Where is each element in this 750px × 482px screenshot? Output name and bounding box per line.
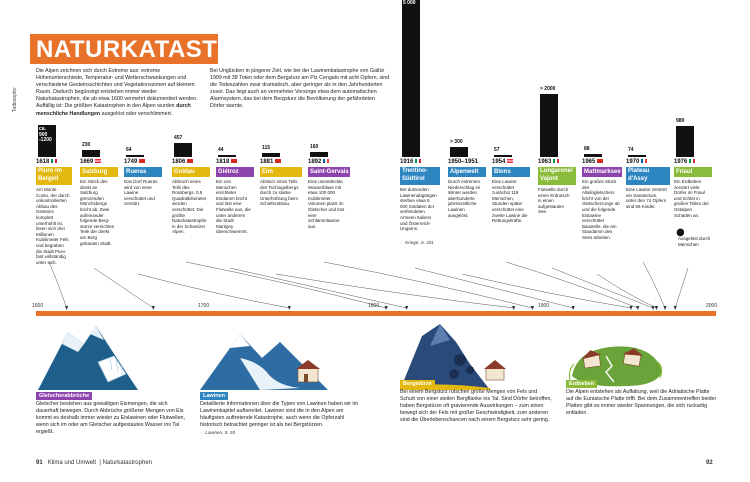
cat-text-rockfall: Bei einem Bergsturz rutschen große Mengen von Fels und Schutt von einer steilen Bergflanke ins Tal. Sind Dörfer betroffen, haben Bergstürze oft gravierende Auswirkungen – zum einen bewegt sich der Fels mit großer Geschwindigkeit, zum anderen sind die Überlebenschancen nach einem Bergsturz sehr gering. (400, 389, 552, 423)
human-caused-legend: Ausgelöst durch Menschen (678, 236, 711, 247)
event-desc-1916: Bei dutzenden Lawinenabgängen sterben etwa 5 000 Soldaten der verfeindeten Armeen Italiens und Österreich-Ungarns. (400, 187, 437, 232)
connector-1916 (415, 268, 573, 308)
connector-1892 (324, 262, 532, 308)
footer-section: Naturkatastrophen (102, 460, 152, 466)
connector-1976 (675, 268, 688, 308)
connector-arrow-1669 (152, 306, 155, 310)
cat-label-rockfall: Bergstürze (400, 380, 435, 388)
page-number-left: 91 (36, 460, 43, 466)
event-year-text: 1669 (80, 159, 94, 165)
pointer-icon: ☞ (200, 430, 206, 435)
event-desc-1976: Ein Erdbeben zerstört viele Dörfer im Friaul und richtet in großen Teilen der Ostalpen Schäden an. (674, 179, 709, 218)
event-year-text: 1806 (172, 159, 186, 165)
event-desc-1950–1951: Durch extremen Niederschlag im Winter werden aberhunderte jahreszeitliche Lawinen ausgelöst. (448, 179, 481, 218)
footer-chapter: Klima und Umwelt (47, 460, 97, 466)
intro-left-text: Die Alpen zeichnen sich durch Extreme aus: extreme Höhenunterschiede, Temperatur- und Wetterschwankungen und verschiedene Gesteinsschichten und Vegetationszonen auf kleinem Raum. Dadurch begünstigt entstehen immer wieder Naturkatastrophen, die ab etwa 1600 vermehrt dokumentiert werden. Auffällig ist: Die größten Katastrophen in den Alpen wurden (36, 68, 198, 110)
event-value-1892: 160 (310, 143, 319, 150)
y-axis-label: Todesopfer (12, 87, 18, 112)
event-place-1669: Salzburg (80, 167, 118, 177)
event-place-1963: Longarone/ Vajont (538, 167, 576, 185)
event-year-text: 1970 (626, 159, 640, 165)
event-desc-1970: Eine Lawine zerstört ein Sanatorium, unter den 74 Opfern sind 56 Kinder. (626, 187, 667, 209)
connector-arrow-1954 (636, 306, 639, 310)
glacier-illustration (38, 322, 138, 390)
event-desc-1669: Ein Stück des direkt an Salzburg grenzenden Mönchsbergs bricht ab. Zwei aufeinander folgende Berg- stürze vernichten Teile der direkt am Berg gebauten Stadt. (80, 179, 115, 246)
footer-left: 91 Klima und Umwelt | Naturkatastrophen (36, 460, 152, 466)
event-year-text: 1618 (36, 159, 50, 165)
intro-left-bold: durch menschliche Handlungen (36, 103, 191, 117)
connector-arrow-1976 (674, 306, 677, 310)
connector-arrow-1806 (385, 306, 388, 310)
event-year-text: 1963 (538, 159, 552, 165)
connector-arrow-1965 (655, 306, 658, 310)
intro-left-end: ausgelöst oder verschlimmert. (101, 110, 173, 117)
event-place-1618: Piuro im Bergell (36, 167, 72, 185)
event-value-1618: ca. 900 -1200 (39, 126, 52, 144)
cat-label-glacier: Gletscherabbrüche (36, 392, 92, 400)
avalanche-illustration (200, 328, 328, 390)
event-year-text: 1954 (492, 159, 506, 165)
event-value-1916: 5 000 (403, 0, 416, 6)
timeline-label-1900: 1900 (538, 303, 550, 309)
event-value-1970: 74 (628, 146, 634, 153)
event-desc-1954: Eine Lawine verschüttet zunächst 118 Menschen, Stunden später verschüttet eine zweite Lawine die Rettungskräfte. (492, 179, 528, 224)
event-year-text: 1976 (674, 159, 688, 165)
event-value-1806: 457 (174, 134, 183, 141)
event-place-1965: Mattmarksee (584, 169, 621, 175)
event-value-1749: 64 (126, 146, 132, 153)
event-value-1881: 115 (262, 145, 271, 152)
event-desc-1818: Ein von Menschen errichteter Eisdamm bricht und löst eine Flutwelle aus, die unter anderem die Stadt Martigny überschwemmt. (216, 179, 251, 235)
cat-label-avalanche: Lawinen (200, 392, 228, 400)
source-avalanche-text: Lawinen, S. 93 (205, 430, 236, 435)
event-year-text: 1881 (260, 159, 274, 165)
event-value-1669: 230 (82, 141, 91, 148)
cat-label-earthquake: Erdbeben (566, 380, 597, 388)
timeline-label-1600: 1600 (32, 303, 44, 309)
event-place-1950–1951: Alpenwelt (448, 167, 486, 177)
connector-1954 (506, 262, 638, 308)
connector-1963 (552, 268, 653, 308)
event-value-1963: > 2000 (540, 85, 556, 92)
intro-right: Bei Unglücken in jüngerer Zeit, wie bei der Lawinenkatastrophe von Galtür 1999 mit 38 Toten oder dem Bergsturz am Piz Cengalo mit acht Opfern, sind die Todeszahlen zwar dramatisch, aber geringer als in den Jahrhunderten zuvor. Das liegt auch an vermehrter Vorsorge etwa dem automatischen Alarmsystem, das bei dem Bergsturz die Bevölkerung der gefährdeten Dörfer warnte. (210, 68, 390, 110)
event-place-1806: Goldau (172, 167, 210, 177)
event-source-1916: ☞ Kriege, S. 201 (400, 240, 434, 245)
timeline-label-1800: 1800 (368, 303, 380, 309)
event-place-1881: Elm (260, 167, 302, 177)
event-place-1976: Friaul (674, 167, 712, 177)
connector-1881 (276, 274, 514, 308)
cat-text-avalanche: Detaillierte Informationen über die Typen von Lawinen haben wir im Lawinenkapitel aufbereitet. Lawinen sind die in den Alpen am häufigsten auftretende Katastrophe, auch wenn die Opferzahl historisch betrachtet geringer ist als bei Bergstürzen. (200, 401, 359, 428)
connector-1669 (94, 268, 153, 308)
event-place-1749: Rueras (124, 167, 162, 177)
event-year-text: 1950–1951 (448, 159, 479, 165)
event-place-1954: Blons (492, 167, 530, 177)
timeline-label-1700: 1700 (198, 303, 210, 309)
event-place-1916: Trentino-Südtirol (400, 167, 440, 185)
timeline-bar (36, 311, 716, 316)
event-desc-1881: Absturz eines Teils des Tschingelbergs durch zu starke Unterhöhlung beim Schieferabbau. (260, 179, 299, 207)
event-year-text: 1916 (400, 159, 414, 165)
event-value-1976: 989 (676, 117, 685, 124)
event-place-1818: Giétroz (216, 167, 254, 177)
event-value-1965: 88 (584, 146, 590, 153)
event-value-1950–1951: > 300 (450, 139, 463, 146)
cat-text-earthquake: Die Alpen entstehen als Auffaltung, weil die Adriatische Platte auf die Eurasische Platte trifft. Bei dem Zusammentreffen beider Platten gibt es immer wieder Spannungen, die sich ruckartig entladen. (566, 389, 717, 416)
source-avalanche (200, 430, 235, 436)
connector-arrow-1618 (65, 306, 68, 310)
connector-arrow-1916 (572, 306, 575, 310)
event-year-text: 1818 (216, 159, 230, 165)
timeline-label-2000: 2000 (706, 303, 718, 309)
event-desc-1749: Das Dorf Rueras wird von einer Lawine verschüttet und zerstört. (124, 179, 158, 207)
event-place-1892: Saint-Gervais (310, 169, 349, 175)
event-desc-1965: Ein großes Stück des Allalingletschers bricht von der Gletscherzunge ab und die folgende Eislawine verschüttet Baustelle, die am Staudamm des Sees arbeiten. (582, 179, 620, 240)
event-value-1818: 44 (218, 147, 224, 153)
event-desc-1892: Eine unentdeckte Wasserblase mit etwa 100 000 Kubikmeter Volumen platzt im Gletscher und löst eine Schlammlawine aus. (308, 179, 345, 229)
page-number-right: 92 (706, 460, 713, 466)
connector-1618 (49, 262, 67, 308)
event-desc-1618: Am Monte Conto, der durch unkontrollierten Abbau des Gesteins komplett unterhöhlt ist, lösen sich drei Millionen Kubikmeter Fels und begraben die Stadt Piuro fast vollständig unter sich. (36, 187, 70, 265)
event-year-text: 1892 (308, 159, 322, 165)
event-year-text: 1965 (582, 159, 596, 165)
event-year-text: 1749 (124, 159, 138, 165)
connector-1818 (230, 268, 407, 308)
page-title: NATURKATASTROPHEN (36, 36, 324, 63)
event-desc-1963: Flutwelle durch einen Erdrutsch in einen aufgestauten See. (538, 187, 570, 215)
event-value-1954: 57 (494, 147, 500, 153)
connector-1970 (643, 262, 665, 308)
earthquake-illustration (566, 326, 666, 388)
connector-1965 (597, 274, 657, 308)
event-desc-1806: Abbruch eines Teils des Rossbergs, 0,5 Quadratkilometer werden verschüttet. Die größte Naturkatastrophe in der Schweizer Alpen. (172, 179, 207, 235)
connector-arrow-1892 (531, 306, 534, 310)
connector-arrow-1970 (663, 306, 666, 310)
event-place-1970: Plateau d'Assy (626, 167, 670, 185)
connector-1806 (186, 262, 386, 308)
cat-text-glacier: Gletscher bestehen aus gewaltigen Eismengen, die sich dauerhaft bewegen. Durch Abbrüche größerer Mengen von Eis kommt es deshalb immer wieder zu Eislawinen oder Flutwellen, wenn sich im oder am Gletscher aufgestautes Wasser ins Tal ergießt. (36, 401, 185, 435)
